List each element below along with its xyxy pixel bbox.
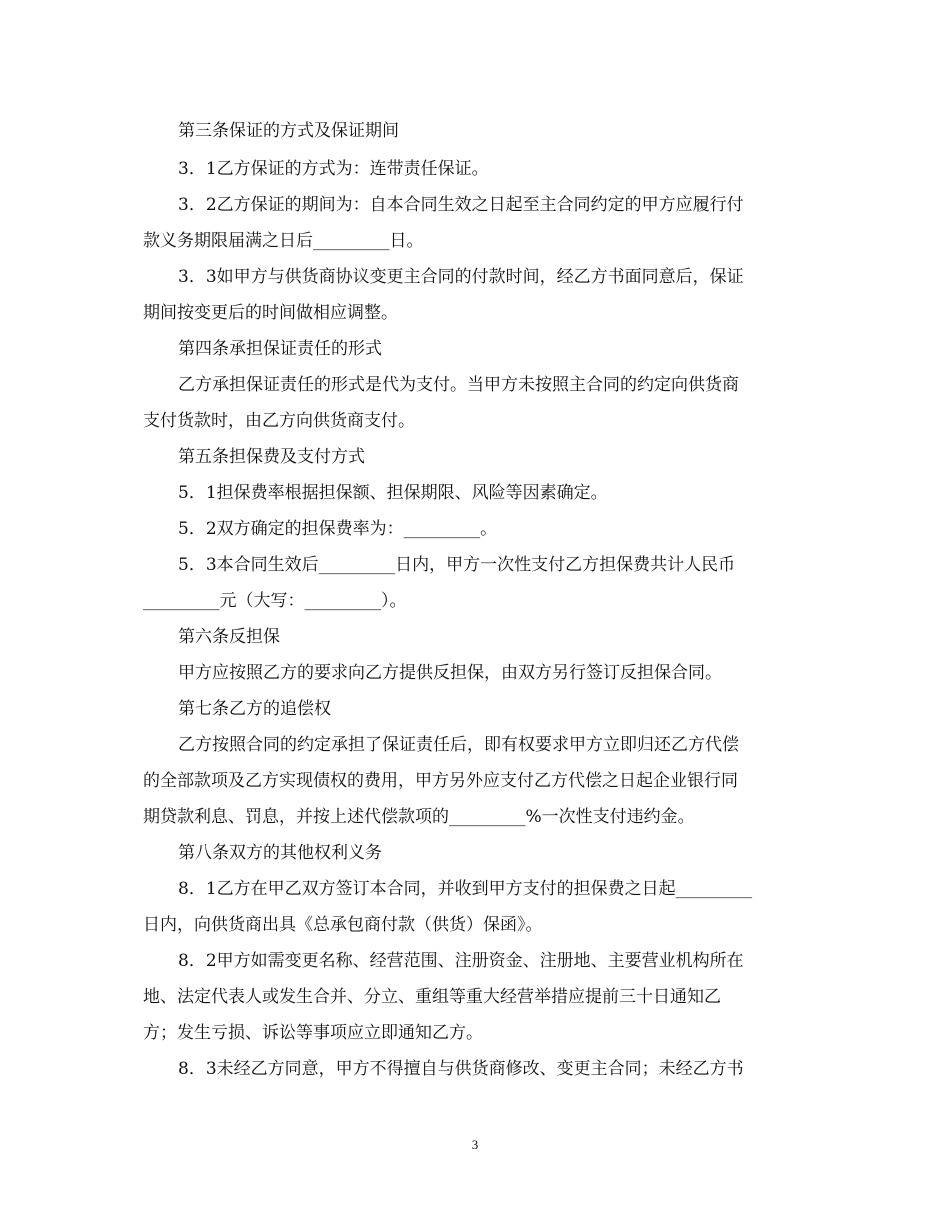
article-6-heading: 第六条反担保 [178,627,280,647]
article-7-body-line-1: 乙方按照合同的约定承担了保证责任后，即有权要求甲方立即归还乙方代偿 [178,735,739,755]
clause-5-1: 5．1担保费率根据担保额、担保期限、风险等因素确定。 [178,483,608,503]
clause-8-1-line-2: 日内，向供货商出具《总承包商付款（供货）保函》。 [143,915,543,935]
article-4-body-line-1: 乙方承担保证责任的形式是代为支付。当甲方未按照主合同的约定向供货商 [178,375,739,395]
article-8-heading: 第八条双方的其他权利义务 [178,843,382,863]
clause-8-3-line-1: 8．3未经乙方同意，甲方不得擅自与供货商修改、变更主合同；未经乙方书 [178,1059,744,1079]
page-number: 3 [471,1137,479,1152]
clause-8-2-line-3: 方；发生亏损、诉讼等事项应立即通知乙方。 [143,1023,483,1043]
clause-5-3-line-1: 5．3本合同生效后_________日内，甲方一次性支付乙方担保费共计人民币 [178,555,736,575]
article-5-heading: 第五条担保费及支付方式 [178,447,365,467]
clause-8-2-line-2: 地、法定代表人或发生合并、分立、重组等重大经营举措应提前三十日通知乙 [143,987,721,1007]
article-7-body-line-2: 的全部款项及乙方实现债权的费用，甲方另外应支付乙方代偿之日起企业银行同 [143,771,738,791]
clause-3-2-line-2: 款义务期限届满之日后_________日。 [143,231,424,251]
article-4-heading: 第四条承担保证责任的形式 [178,339,382,359]
clause-8-1-line-1: 8．1乙方在甲乙双方签订本合同，并收到甲方支付的担保费之日起_________ [178,879,753,899]
clause-3-1: 3．1乙方保证的方式为：连带责任保证。 [178,159,489,179]
article-6-body: 甲方应按照乙方的要求向乙方提供反担保，由双方另行签订反担保合同。 [178,663,722,683]
article-4-body-line-2: 支付货款时，由乙方向供货商支付。 [143,411,415,431]
article-7-heading: 第七条乙方的追偿权 [178,699,331,719]
clause-3-3-line-2: 期间按变更后的时间做相应调整。 [143,303,398,323]
article-7-body-line-3: 期贷款利息、罚息，并按上述代偿款项的_________%一次性支付违约金。 [143,807,695,827]
clause-8-2-line-1: 8．2甲方如需变更名称、经营范围、注册资金、注册地、主要营业机构所在 [178,951,744,971]
clause-3-2-line-1: 3．2乙方保证的期间为：自本合同生效之日起至主合同约定的甲方应履行付 [178,195,744,215]
clause-3-3-line-1: 3．3如甲方与供货商协议变更主合同的付款时间，经乙方书面同意后，保证 [178,267,744,287]
clause-5-2: 5．2双方确定的担保费率为：_________。 [178,519,498,539]
article-3-heading: 第三条保证的方式及保证期间 [178,121,399,141]
clause-5-3-line-2: _________元（大写：_________）。 [143,591,407,611]
